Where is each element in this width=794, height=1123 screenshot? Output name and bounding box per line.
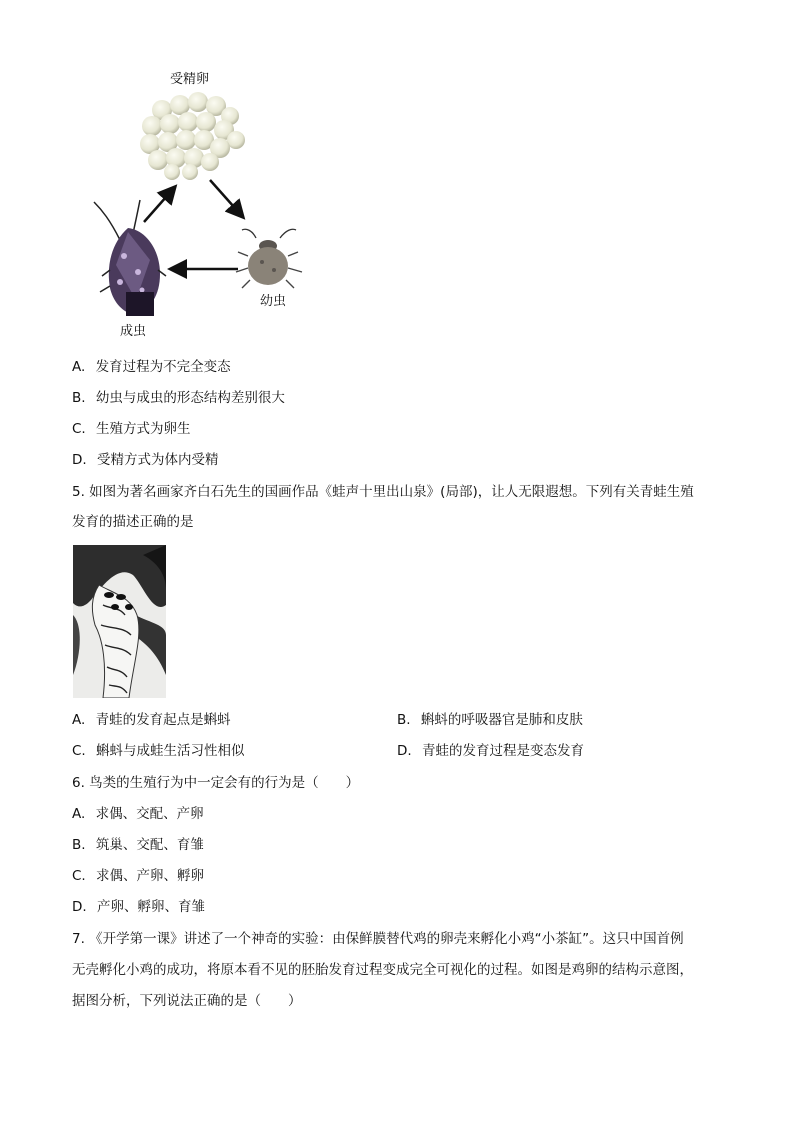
q4-option-b [72, 392, 285, 406]
option-text: 青蛙的发育起点是蝌蚪 [95, 712, 231, 728]
option-letter: C. [72, 868, 86, 884]
q6-stem: 6. 鸟类的生殖行为中一定会有的行为是（ ） [72, 775, 360, 791]
option-text: 青蛙的发育过程是变态发育 [421, 743, 584, 759]
q6-option-d [72, 901, 205, 915]
option-text: 发育过程为不完全变态 [95, 359, 231, 375]
q5-option-d [397, 745, 584, 759]
nymph-label: 幼虫 [260, 294, 287, 309]
option-text: 蝌蚪的呼吸器官是肺和皮肤 [420, 712, 583, 728]
q6-option-b [72, 839, 204, 853]
option-letter: A. [72, 359, 86, 375]
option-letter: B. [72, 837, 86, 853]
option-text: 生殖方式为卵生 [96, 421, 191, 437]
adult-label: 成虫 [120, 324, 147, 339]
option-letter: B. [72, 390, 86, 406]
option-text: 产卵、孵卵、育雏 [96, 899, 205, 915]
q6-option-a [72, 808, 204, 822]
painting-ink-image [73, 545, 166, 698]
q7-stem-line1: 7. 《开学第一课》讲述了一个神奇的实验：由保鲜膜替代鸡的卵壳来孵化小鸡“小茶缸”。这只中国首例 [72, 931, 684, 947]
egg-label: 受精卵 [170, 72, 210, 87]
option-text: 求偶、产卵、孵卵 [96, 868, 205, 884]
adult-bug-image [94, 200, 166, 316]
q4-option-d [72, 454, 218, 468]
life-cycle-figure [80, 60, 340, 345]
nymph-image [236, 229, 302, 288]
option-text: 筑巢、交配、育雏 [95, 837, 204, 853]
q4-option-c [72, 423, 191, 437]
option-letter: D. [72, 899, 87, 915]
q5-option-b [397, 714, 583, 728]
q7-stem-line3: 据图分析，下列说法正确的是（ ） [72, 993, 302, 1009]
option-text: 幼虫与成虫的形态结构差别很大 [95, 390, 285, 406]
option-letter: A. [72, 712, 86, 728]
q6-option-c [72, 870, 204, 884]
option-letter: C. [72, 743, 86, 759]
option-letter: B. [397, 712, 411, 728]
option-letter: D. [72, 452, 87, 468]
life-cycle-diagram [80, 60, 340, 345]
option-text: 受精方式为体内受精 [96, 452, 219, 468]
q4-option-a [72, 361, 231, 375]
q7-stem-line2: 无壳孵化小鸡的成功，将原本看不见的胚胎发育过程变成完全可视化的过程。如图是鸡卵的结构示意图， [72, 962, 693, 978]
option-letter: C. [72, 421, 86, 437]
egg-cluster-image [140, 92, 245, 180]
option-text: 求偶、交配、产卵 [95, 806, 204, 822]
q5-option-c [72, 745, 245, 759]
painting-image [73, 545, 166, 698]
q5-stem-line2: 发育的描述正确的是 [72, 514, 194, 530]
option-letter: D. [397, 743, 412, 759]
q5-stem-line1: 5. 如图为著名画家齐白石先生的国画作品《蛙声十里出山泉》(局部)，让人无限遐想。下列有关青蛙生殖 [72, 484, 694, 500]
q5-option-a [72, 714, 231, 728]
option-letter: A. [72, 806, 86, 822]
option-text: 蝌蚪与成蛙生活习性相似 [96, 743, 245, 759]
